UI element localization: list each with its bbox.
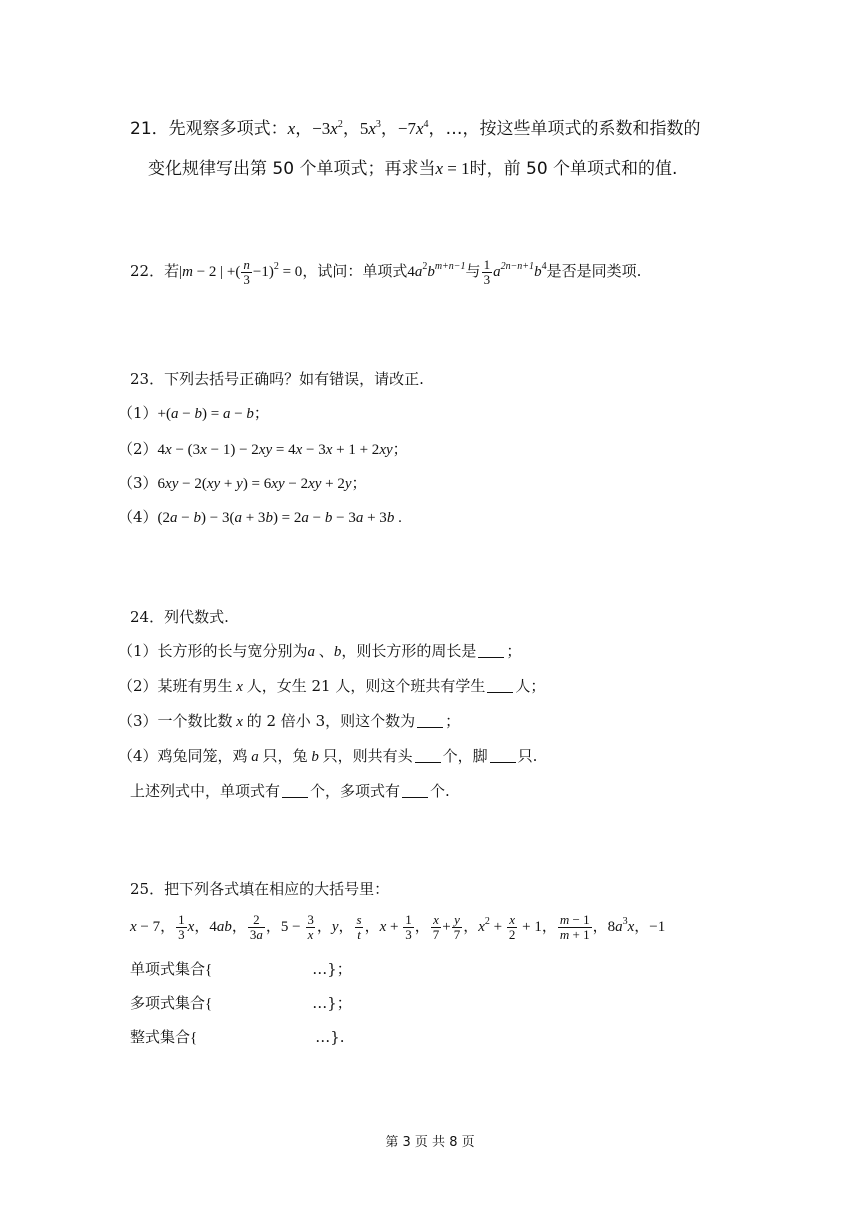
answer-blank [417,713,443,728]
q24-i4-text-b: 只，兔 [262,747,308,765]
q21-text-b: 时，前 50 个单项式和的值. [469,159,678,179]
q22-text: ，试问：单项式 [302,261,408,280]
q25-set-monomial: 单项式集合{ …}； [130,960,352,978]
q23-expr-4: (2a − b) − 3(a + 3b) = 2a − b − 3a + 3b . [157,510,402,526]
q24-i2-text-a: （2）某班有男生 [118,677,233,695]
q24-i1-vars: a 、b [307,644,342,660]
q25-set2-end: …}； [312,994,352,1012]
q21-text: ，…，按这些单项式的系数和指数的 [428,119,701,139]
q24-sum-text-b: 个，多项式有 [310,782,401,800]
q24-item-2 [118,675,545,698]
q24-i2-end: 人； [515,677,546,695]
q24-item-4 [118,745,537,768]
q23-expr-2: 4x − (3x − 1) − 2xy = 4x − 3x + 1 + 2xy； [157,442,408,458]
q21-expr-sequence: x，$-3x^2$，$5x^3$，$-7x^4$ [287,119,429,138]
q21-expr-x1: x = 1 [435,159,470,178]
q21-text-a: 变化规律写出第 50 个单项式；再求当 [148,159,436,179]
answer-blank [402,783,428,798]
q24-i4-end: 只. [517,747,538,765]
q23-item-3-num: （3） [118,474,158,492]
q21-line1 [130,118,701,140]
q25-set-polynomial: 多项式集合{ …}； [130,994,352,1012]
q22-monomial-1: $4a^2b^{m+n-1}$ [407,260,466,280]
q24-sum-end: 个. [430,782,450,800]
q24-item-1 [118,640,521,663]
q23-item-4 [118,506,402,529]
q23-expr-3: 6xy − 2(xy + y) = 6xy − 2xy + 2y； [157,476,367,492]
q24-summary [130,780,450,802]
q23-expr-1: +(a − b) = a − b； [157,406,269,422]
q24-i3-text-b: 的 2 倍小 3，则这个数为 [246,712,416,730]
q24-item-3 [118,710,460,733]
answer-blank [487,678,513,693]
answer-blank [282,783,308,798]
q24-i3-end: ； [445,712,461,730]
q25-set1-label: 单项式集合 [130,960,206,978]
q24-i2-text-b: 人，女生 21 人，则这个班共有学生 [246,677,486,695]
q25-expr-list: x − 7， $\frac{1}{3}$ x，4ab， $\frac{2}{3a}$ ，5 − $\frac{3}{x}$ ，y， $\frac{s}{t}$ ，x + $\frac{1}{3}$ ， $\frac{x}{7}$ + $\frac{y}{7}$ ，$x^2$ + $\frac{x}{2}$ + 1， $\frac{m - 1}{m + 1}$ ，$8a^3x$，−1 [130,912,666,943]
q24-i4-text-a: （4）鸡兔同笼，鸡 [118,747,248,765]
q22-condition: |m − 2 | +( $\frac{n}{3}$ −1)$^2$ = 0 [179,257,303,287]
q25-set2-label: 多项式集合 [130,994,206,1012]
answer-blank [478,643,504,658]
q23-title: 23．下列去括号正确吗？如有错误，请改正. [130,370,424,388]
q24-title: 24．列代数式. [130,608,229,626]
q21-label: 21．先观察多项式： [130,119,288,139]
q24-i3-text-a: （3）一个数比数 [118,712,233,730]
q23-item-4-num: （4） [118,508,158,526]
page-footer: 第 3 页 共 8 页 [385,1135,475,1150]
q22-monomial-2: $\frac{1}{3}$ $a^{2n-n+1}b^4$ [483,257,547,287]
q25-set1-end: …}； [312,960,352,978]
q25-expressions [130,908,665,944]
q24-i1-end: ； [506,642,522,660]
q23-item-1 [118,402,269,425]
q23-item-1-num: （1） [118,404,158,422]
answer-blank [490,748,516,763]
q24-i4-var-a: a [247,749,263,765]
q22-and: 与 [465,261,481,280]
q23-item-3 [118,472,367,495]
q23-item-2-num: （2） [118,440,158,458]
q25-set-integral: 整式集合{ …}. [130,1028,345,1046]
q22-line [130,258,641,287]
q25-set3-label: 整式集合 [130,1028,191,1046]
q24-i1-text-b: ，则长方形的周长是 [341,642,477,660]
q24-i4-text-d: 个，脚 [442,747,488,765]
q21-line2 [148,158,677,180]
q25-set3-end: …}. [315,1028,345,1046]
q25-title: 25．把下列各式填在相应的大括号里： [130,880,390,898]
q23-item-2 [118,438,408,461]
q24-sum-text-a: 上述列式中，单项式有 [130,782,281,800]
q24-i3-var: x [232,714,247,730]
q24-i1-text-a: （1）长方形的长与宽分别为 [118,642,308,660]
q24-i2-var: x [232,679,247,695]
answer-blank [415,748,441,763]
q22-label: 22．若 [130,261,180,280]
q24-i4-text-c: 只，则共有头 [322,747,413,765]
q24-i4-var-b: b [307,749,323,765]
q22-end: 是否是同类项. [546,261,642,280]
